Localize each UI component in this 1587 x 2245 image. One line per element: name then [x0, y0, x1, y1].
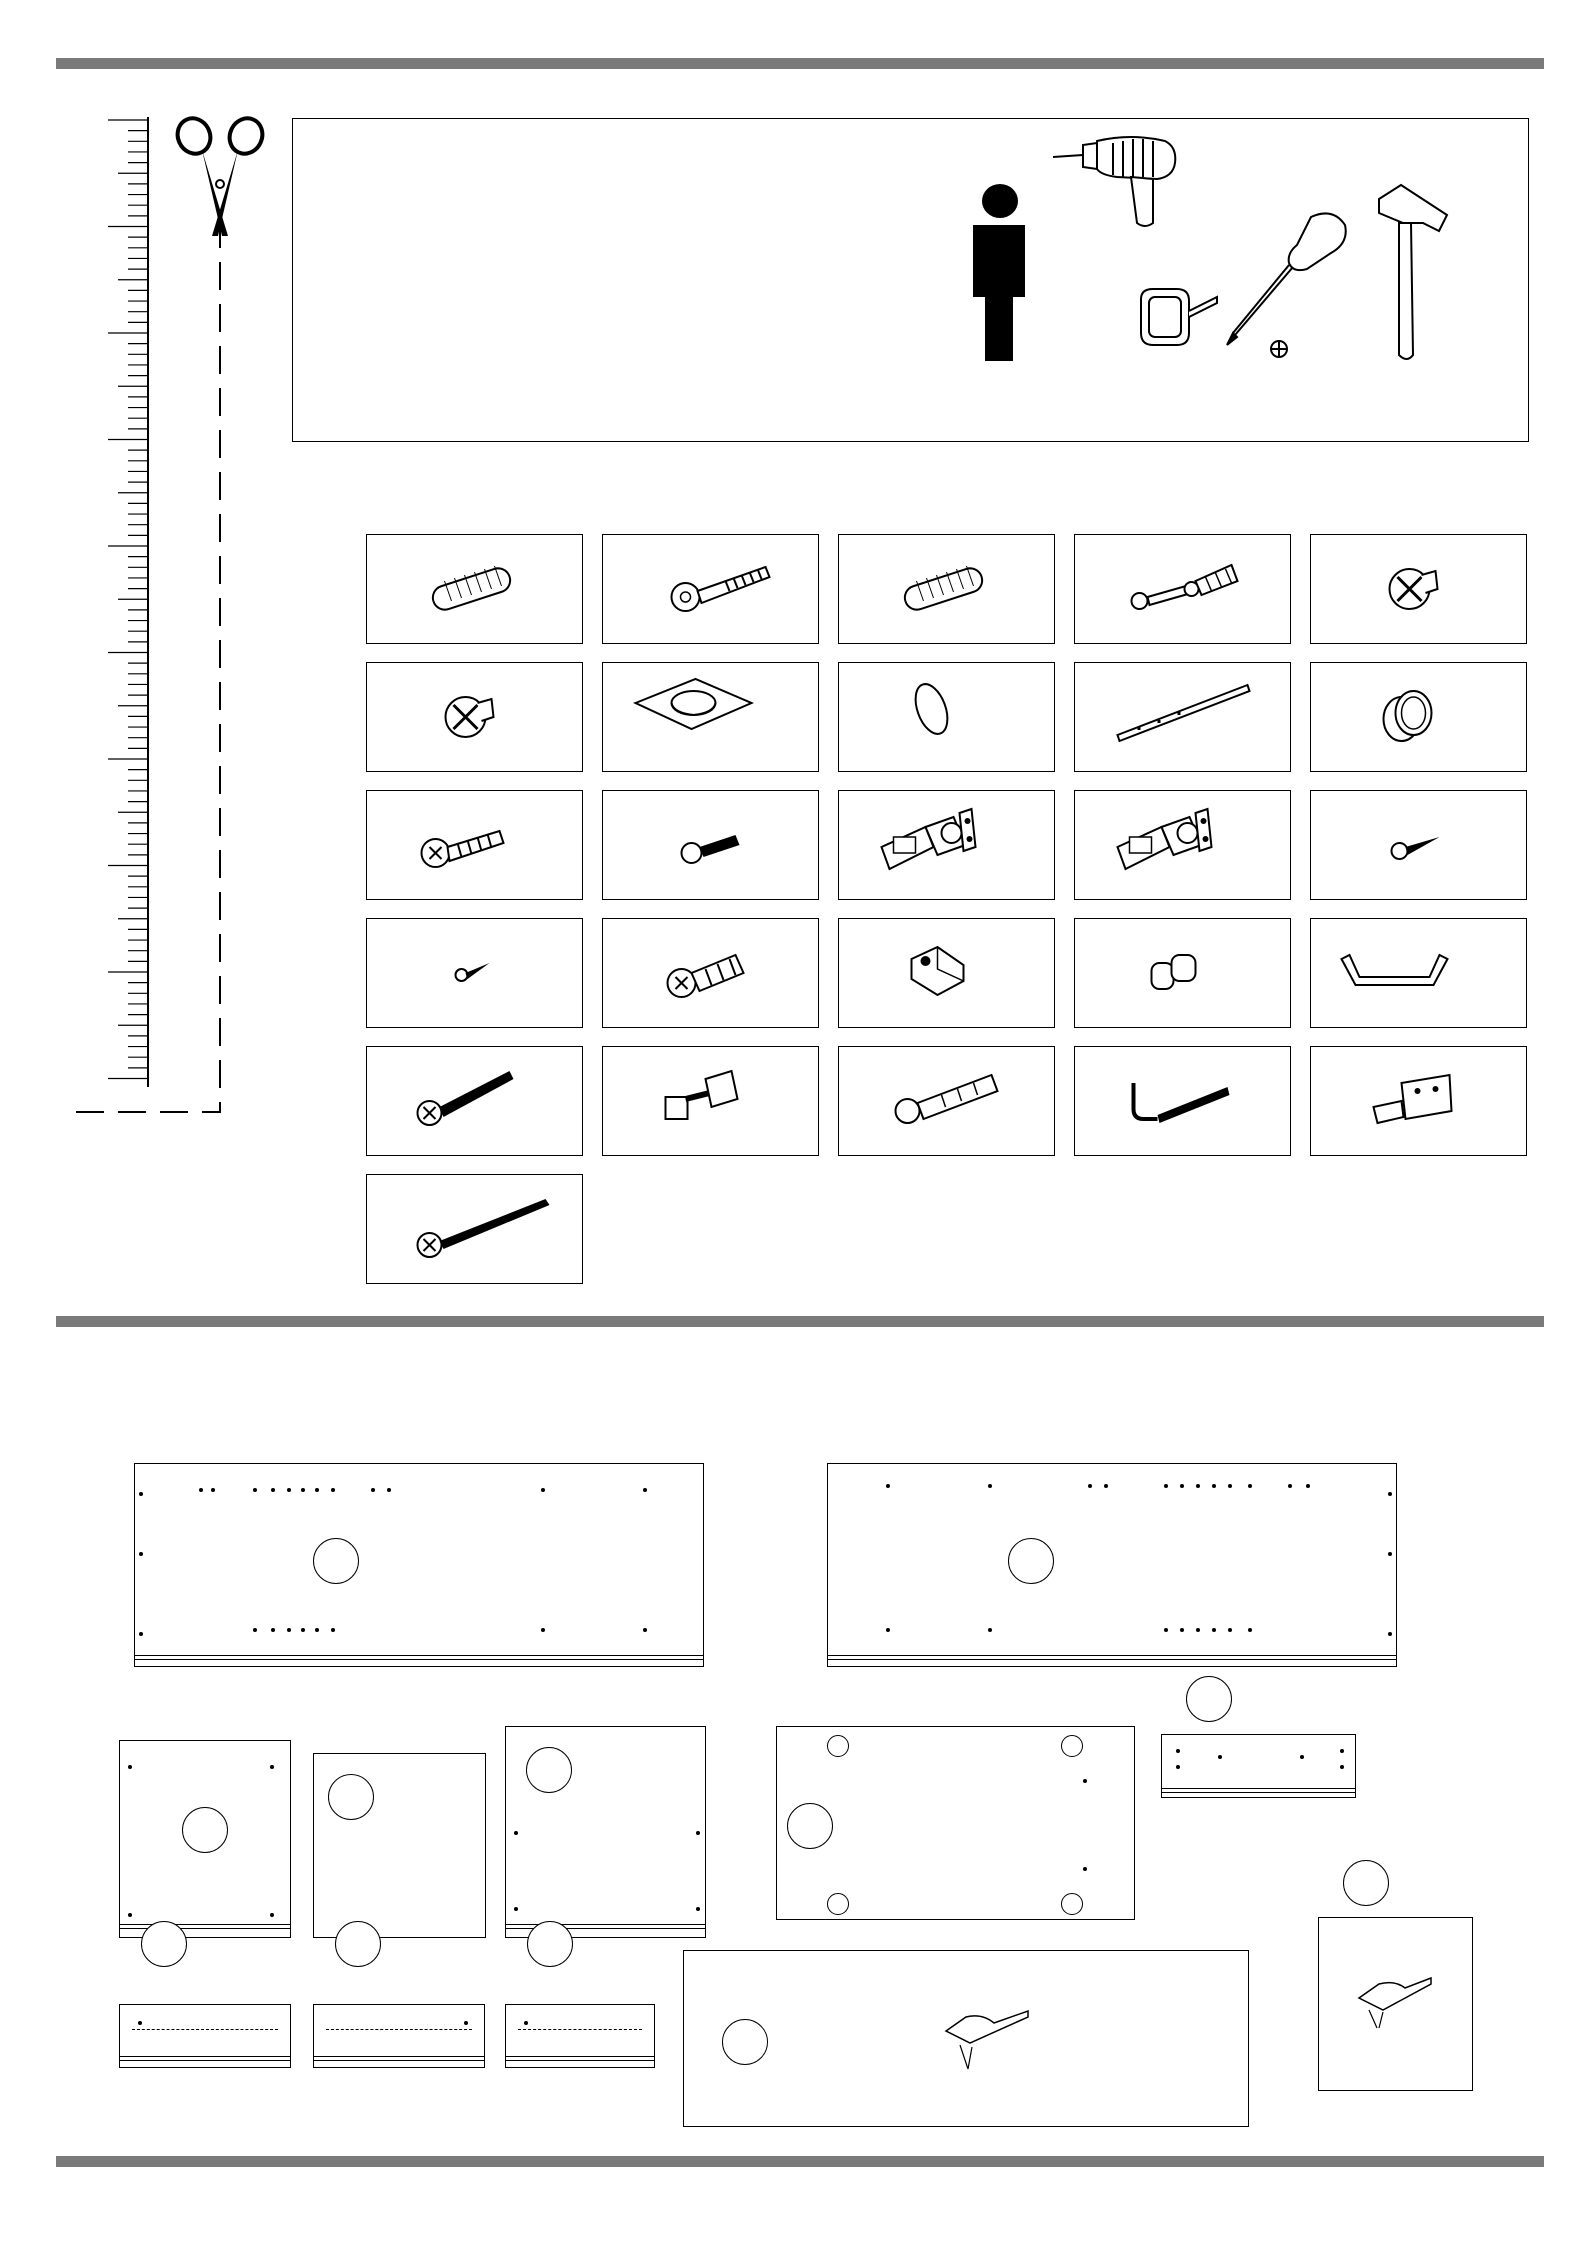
drill-hole: [541, 1628, 545, 1632]
wooden-dowel-icon: [839, 535, 1054, 643]
drill-hole: [271, 1488, 275, 1492]
drill-hole: [1164, 1484, 1168, 1488]
hardware-item: [1074, 1046, 1291, 1156]
screwdriver-icon: [1223, 209, 1353, 359]
hardware-item: [1310, 534, 1527, 644]
drill-hole: [886, 1628, 890, 1632]
part-callout: [1343, 1860, 1389, 1906]
handle-icon: [1311, 919, 1526, 1027]
part-callout: [328, 1774, 374, 1820]
drill-hole: [139, 1552, 143, 1556]
drill-circle: [827, 1893, 849, 1915]
wall-bracket-icon: [1311, 1047, 1526, 1155]
drill-hole: [331, 1488, 335, 1492]
drill-hole: [1300, 1755, 1304, 1759]
part-callout: [527, 1921, 573, 1967]
drill-hole: [1083, 1779, 1087, 1783]
hardware-item: [366, 1174, 583, 1284]
part-callout: [787, 1803, 833, 1849]
shelf-strip: [1161, 1734, 1356, 1798]
drill-hole: [199, 1488, 203, 1492]
top-rule: [56, 58, 1544, 69]
hardware-item: [366, 534, 583, 644]
felt-pad-icon: [603, 663, 818, 771]
hardware-item: [838, 790, 1055, 900]
bottom-rule: [56, 2156, 1544, 2167]
edge-detail-icon: [1355, 1970, 1435, 2035]
drill-hole: [514, 1831, 518, 1835]
drill-hole: [139, 1632, 143, 1636]
top-panel: [776, 1726, 1135, 1920]
hardware-item: [838, 1046, 1055, 1156]
drill-hole: [524, 2021, 528, 2025]
drill-hole: [696, 1831, 700, 1835]
drill-hole: [1104, 1484, 1108, 1488]
drill-hole: [1248, 1484, 1252, 1488]
drill-hole: [643, 1488, 647, 1492]
side-panel-right: [827, 1463, 1397, 1667]
barrel-nut-icon: [603, 1047, 818, 1155]
drill-hole: [138, 2021, 142, 2025]
hardware-item: [602, 534, 819, 644]
panel-edge: [506, 2056, 654, 2061]
tools-panel: [292, 118, 1529, 442]
metal-rail-icon: [1075, 663, 1290, 771]
drill-hole: [315, 1628, 319, 1632]
hardware-item: [1074, 534, 1291, 644]
hardware-item: [602, 662, 819, 772]
drill-hole: [541, 1488, 545, 1492]
hardware-item: [602, 918, 819, 1028]
hardware-item: [366, 918, 583, 1028]
ring-icon: [1311, 663, 1526, 771]
cover-cap-icon: [839, 663, 1054, 771]
drill-hole: [387, 1488, 391, 1492]
drill-hole: [1180, 1628, 1184, 1632]
wall-plug-icon: [839, 1047, 1054, 1155]
connector-bolt-icon: [603, 535, 818, 643]
drill-hole: [331, 1628, 335, 1632]
rail-strip: [505, 2004, 655, 2068]
drill-hole: [988, 1484, 992, 1488]
drill-hole: [1340, 1749, 1344, 1753]
small-panel-c: [505, 1726, 706, 1938]
drill-hole: [270, 1913, 274, 1917]
part-callout: [313, 1538, 359, 1584]
hardware-item: [366, 790, 583, 900]
hardware-item: [838, 534, 1055, 644]
wooden-dowel-icon: [367, 535, 582, 643]
part-callout: [1008, 1538, 1054, 1584]
hardware-item: [1074, 790, 1291, 900]
hardware-item: [366, 1046, 583, 1156]
drill-hole: [371, 1488, 375, 1492]
hardware-item: [838, 918, 1055, 1028]
hardware-item: [602, 790, 819, 900]
drill-hole: [1388, 1492, 1392, 1496]
drill-hole: [1288, 1484, 1292, 1488]
drill-hole: [128, 1765, 132, 1769]
drill-hole: [1196, 1628, 1200, 1632]
drill-hole: [1212, 1484, 1216, 1488]
drill-circle: [1061, 1893, 1083, 1915]
part-callout: [182, 1807, 228, 1853]
shelf-pin-icon: [1075, 919, 1290, 1027]
drill-hole: [1306, 1484, 1310, 1488]
small-screw-icon: [1311, 791, 1526, 899]
drill-icon: [1053, 133, 1183, 233]
small-panel-b: [313, 1753, 486, 1938]
hammer-icon: [1373, 179, 1453, 369]
drill-hole: [301, 1628, 305, 1632]
part-callout: [1186, 1676, 1232, 1722]
tiny-screw-icon: [367, 919, 582, 1027]
drill-hole: [1180, 1484, 1184, 1488]
corner-bracket-icon: [839, 919, 1054, 1027]
drill-hole: [1388, 1632, 1392, 1636]
drill-hole: [270, 1765, 274, 1769]
drill-hole: [139, 1492, 143, 1496]
drill-circle: [1061, 1735, 1083, 1757]
hardware-item: [1310, 918, 1527, 1028]
dashed-groove: [326, 2029, 472, 2030]
drill-hole: [315, 1488, 319, 1492]
hardware-item: [1074, 662, 1291, 772]
drill-hole: [1176, 1749, 1180, 1753]
drill-hole: [1196, 1484, 1200, 1488]
hardware-item: [602, 1046, 819, 1156]
drill-hole: [1083, 1867, 1087, 1871]
cam-lock-icon: [1311, 535, 1526, 643]
drill-hole: [128, 1913, 132, 1917]
drill-hole: [287, 1628, 291, 1632]
panel-edge: [1162, 1788, 1355, 1793]
drill-hole: [988, 1628, 992, 1632]
euro-screw-icon: [367, 791, 582, 899]
hardware-item: [1310, 1046, 1527, 1156]
drill-hole: [643, 1628, 647, 1632]
drill-hole: [287, 1488, 291, 1492]
drill-hole: [1248, 1628, 1252, 1632]
drill-hole: [1228, 1484, 1232, 1488]
drill-hole: [464, 2021, 468, 2025]
hardware-item: [366, 662, 583, 772]
cam-bolt-icon: [1075, 535, 1290, 643]
drill-circle: [827, 1735, 849, 1757]
drill-hole: [696, 1907, 700, 1911]
panel-edge: [828, 1655, 1396, 1660]
drill-hole: [1164, 1628, 1168, 1632]
hardware-item: [1310, 790, 1527, 900]
tape-measure-icon: [1133, 281, 1219, 351]
drill-hole: [886, 1484, 890, 1488]
dashed-groove: [132, 2029, 278, 2030]
bottom-panel: [683, 1950, 1249, 2127]
drill-hole: [514, 1907, 518, 1911]
hardware-item: [1074, 918, 1291, 1028]
panel-edge: [120, 2056, 290, 2061]
part-callout: [722, 2019, 768, 2065]
drill-hole: [1212, 1628, 1216, 1632]
edge-detail-icon: [942, 2003, 1032, 2078]
person-icon: [969, 183, 1029, 361]
drill-hole: [253, 1488, 257, 1492]
dashed-groove: [518, 2029, 642, 2030]
drill-hole: [1176, 1765, 1180, 1769]
hinge-icon: [839, 791, 1054, 899]
long-wood-screw-icon: [367, 1175, 582, 1283]
middle-rule: [56, 1316, 1544, 1327]
hardware-item: [1310, 662, 1527, 772]
panel-edge: [314, 2056, 484, 2061]
hardware-item: [838, 662, 1055, 772]
drill-hole: [211, 1488, 215, 1492]
drill-hole: [1218, 1755, 1222, 1759]
long-screw-icon: [367, 1047, 582, 1155]
drill-hole: [301, 1488, 305, 1492]
part-callout: [335, 1921, 381, 1967]
side-panel-left: [134, 1463, 704, 1667]
hook-screw-icon: [1075, 1047, 1290, 1155]
corner-detail-panel: [1318, 1917, 1473, 2091]
cut-line: [60, 220, 230, 1120]
panel-edge: [135, 1655, 703, 1660]
hinge-icon: [1075, 791, 1290, 899]
drill-hole: [1088, 1484, 1092, 1488]
cam-lock-icon: [367, 663, 582, 771]
drill-hole: [253, 1628, 257, 1632]
rail-strip: [313, 2004, 485, 2068]
part-callout: [526, 1747, 572, 1793]
part-callout: [141, 1921, 187, 1967]
small-panel-a: [119, 1740, 291, 1938]
drill-hole: [1340, 1765, 1344, 1769]
short-bolt-icon: [603, 791, 818, 899]
threaded-insert-icon: [603, 919, 818, 1027]
drill-hole: [271, 1628, 275, 1632]
drill-hole: [1388, 1552, 1392, 1556]
drill-hole: [1228, 1628, 1232, 1632]
rail-strip: [119, 2004, 291, 2068]
